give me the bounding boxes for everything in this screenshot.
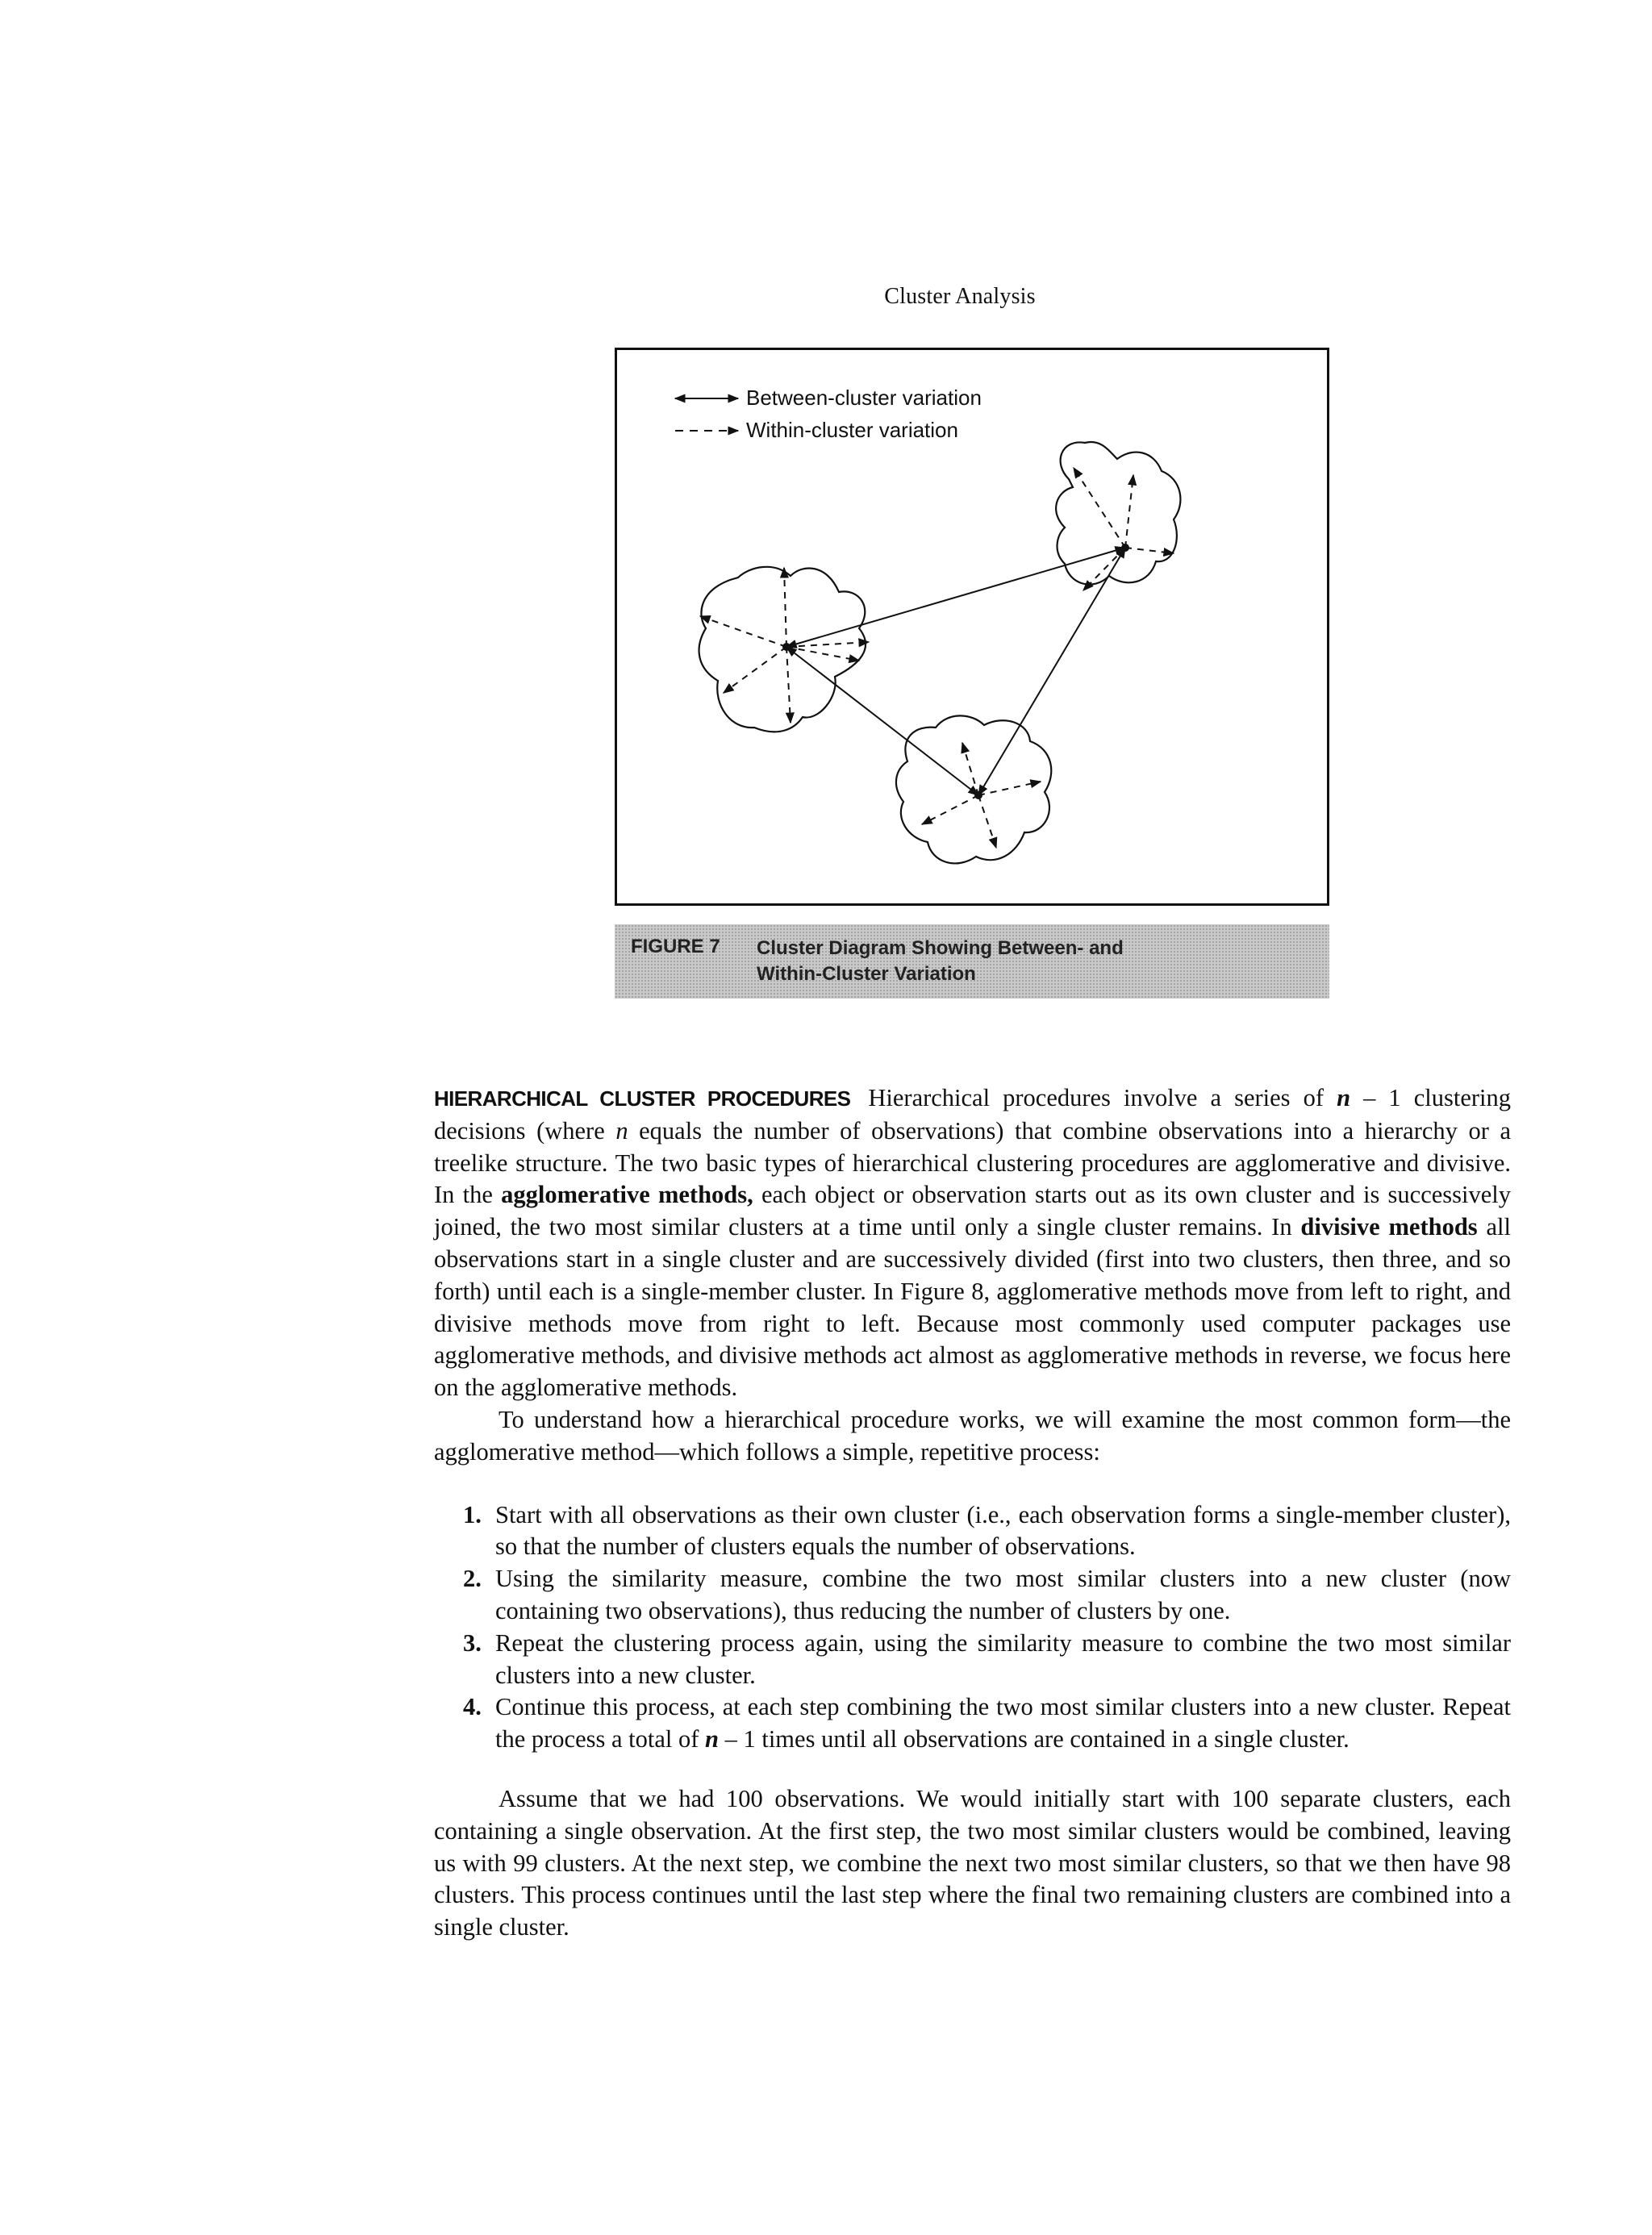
list-number: 4. [463, 1693, 482, 1721]
centroid-bottom [974, 791, 982, 799]
term-divisive: divisive methods [1300, 1213, 1478, 1241]
body-text [434, 1082, 1511, 1944]
text-run: all observations start in a single cluster and are successively divided (first into two clusters, then three, and so forth) until each is a single-member cluster. In Figure 8, agglomerative methods move from left to right, and divisive methods move from right to left. Because most commonly used computer packages use agglomerative methods, and divisive methods act almost as agglomerative methods in reverse, we focus here on the agglomerative methods. [434, 1213, 1511, 1402]
paragraph-hierarchical [434, 1082, 1511, 1404]
figure-caption-text: Cluster Diagram Showing Between- and Within-Cluster Variation [757, 937, 1124, 985]
list-item-text: Using the similarity measure, combine the two most similar clusters into a new cluster (now containing two observations), thus reducing the number of clusters by one. [495, 1565, 1511, 1624]
legend-within-label: Within-cluster variation [746, 418, 958, 442]
math-n: n [705, 1725, 719, 1753]
list-item-text: Continue this process, at each step combining the two most similar clusters into a new cluster. Repeat the process a total of [495, 1693, 1511, 1753]
within-arrows-upper-right [1074, 468, 1174, 590]
text-run: equals the number of observations) that combine observations into a hierarchy or a treelike structure. The two basic types of hierarchical clustering procedures are agglomerative and divisive. In the [434, 1116, 1511, 1209]
list-number: 3. [463, 1628, 482, 1657]
centroid-upper-right [1121, 544, 1129, 552]
figure-caption [615, 924, 1329, 999]
list-item-text: Repeat the clustering process again, using the similarity measure to combine the two most similar clusters into a new cluster. [495, 1628, 1511, 1689]
legend-between-label: Between-cluster variation [746, 386, 982, 410]
list-item [434, 1499, 1511, 1564]
text-run: Hierarchical procedures involve a series of [868, 1084, 1337, 1111]
list-item-text: Start with all observations as their own cluster (i.e., each observation forms a single-member cluster), so that the number of clusters equals the number of observations. [495, 1500, 1511, 1561]
math-n: n [615, 1116, 628, 1145]
list-item [434, 1628, 1511, 1692]
running-head: Cluster Analysis [884, 284, 1036, 309]
list-number: 1. [463, 1500, 482, 1528]
between-arrow-left-bottom [786, 647, 978, 795]
paragraph-example: Assume that we had 100 observations. We would initially start with 100 separate clusters, each containing a single observation. At the first step, the two most similar clusters would be combined, leaving us with 99 clusters. At the next step, we combine the next two most similar clusters, so that we then have 98 clusters. This process continues until the last step where the final two remaining clusters are combined into a single cluster. [434, 1784, 1511, 1941]
list-number: 2. [463, 1565, 482, 1593]
list-item [434, 1691, 1511, 1756]
figure-caption-label: FIGURE 7 [631, 936, 720, 957]
section-heading: HIERARCHICAL CLUSTER PROCEDURES [434, 1086, 851, 1111]
steps-list [434, 1499, 1511, 1756]
centroid-left [782, 643, 791, 651]
term-agglomerative: agglomerative methods, [501, 1181, 753, 1209]
list-item-text: – 1 times until all observations are contained in a single cluster. [718, 1725, 1350, 1753]
list-item [434, 1563, 1511, 1628]
paragraph-process-intro: To understand how a hierarchical procedure works, we will examine the most common form—the agglomerative method—which follows a simple, repetitive process: [434, 1405, 1511, 1466]
cluster-diagram-svg [617, 350, 1327, 903]
figure-cluster-diagram [615, 348, 1329, 906]
text-run: – 1 clustering decisions (where [434, 1084, 1511, 1145]
cluster-bottom-outline [896, 715, 1051, 863]
math-n: n [1337, 1084, 1351, 1111]
text-run: each object or observation starts out as its own cluster and is successively joined, the two most similar clusters at a time until only a single cluster remains. In [434, 1181, 1511, 1241]
